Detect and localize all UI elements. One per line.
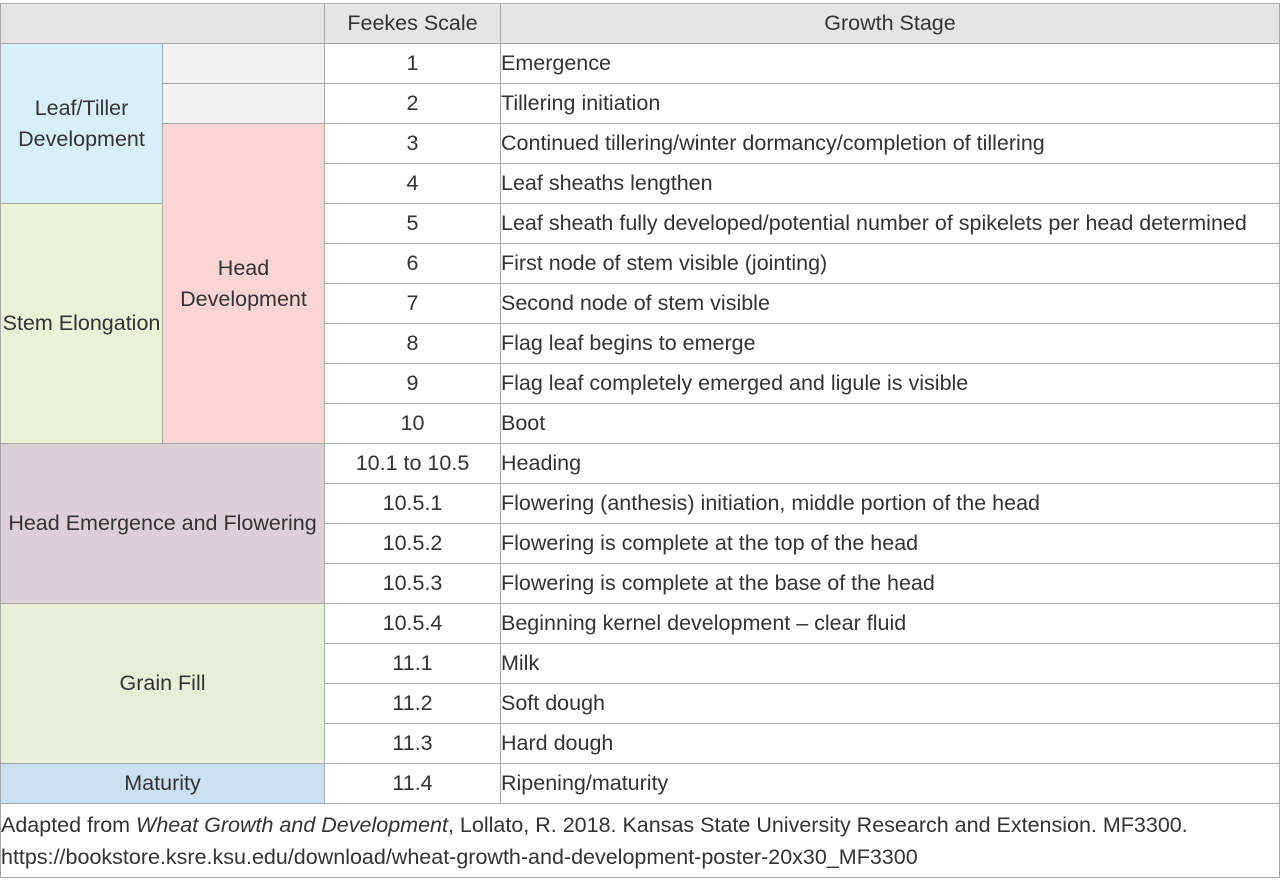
growth-stage: Heading — [501, 444, 1280, 484]
feekes-value: 3 — [325, 124, 501, 164]
growth-stage: Milk — [501, 644, 1280, 684]
growth-stage: Flag leaf completely emerged and ligule is visible — [501, 364, 1280, 404]
growth-stage: Second node of stem visible — [501, 284, 1280, 324]
source-note — [1, 804, 1280, 878]
growth-stage: Flowering is complete at the base of the head — [501, 564, 1280, 604]
feekes-value: 8 — [325, 324, 501, 364]
growth-stage: Ripening/maturity — [501, 764, 1280, 804]
feekes-value: 5 — [325, 204, 501, 244]
feekes-value: 11.2 — [325, 684, 501, 724]
note-prefix: Adapted from — [1, 812, 137, 837]
note-url: https://bookstore.ksre.ksu.edu/download/wheat-growth-and-development-poster-20x30_MF3300 — [1, 844, 918, 869]
feekes-value: 11.1 — [325, 644, 501, 684]
growth-stage: Leaf sheath fully developed/potential number of spikelets per head determined — [501, 204, 1280, 244]
growth-stage: Emergence — [501, 44, 1280, 84]
feekes-value: 6 — [325, 244, 501, 284]
phase-grain-fill: Grain Fill — [1, 604, 325, 764]
growth-stage: Boot — [501, 404, 1280, 444]
feekes-value: 10.5.1 — [325, 484, 501, 524]
header-feekes-scale: Feekes Scale — [325, 4, 501, 44]
feekes-value: 11.3 — [325, 724, 501, 764]
header-blank-cell — [1, 4, 325, 44]
growth-stage: Flag leaf begins to emerge — [501, 324, 1280, 364]
feekes-value: 10 — [325, 404, 501, 444]
table-row — [1, 84, 1280, 124]
feekes-value: 7 — [325, 284, 501, 324]
table-row — [1, 124, 1280, 164]
table-row — [1, 44, 1280, 84]
header-row — [1, 4, 1280, 44]
growth-stage: Hard dough — [501, 724, 1280, 764]
feekes-value: 10.1 to 10.5 — [325, 444, 501, 484]
feekes-value: 2 — [325, 84, 501, 124]
feekes-value: 10.5.4 — [325, 604, 501, 644]
growth-stage: First node of stem visible (jointing) — [501, 244, 1280, 284]
phase-head-emergence-flowering: Head Emergence and Flowering — [1, 444, 325, 604]
header-growth-stage: Growth Stage — [501, 4, 1280, 44]
feekes-value: 11.4 — [325, 764, 501, 804]
growth-stage: Beginning kernel development – clear fluid — [501, 604, 1280, 644]
note-suffix: , Lollato, R. 2018. Kansas State University Research and Extension. MF3300. — [447, 812, 1188, 837]
table-row — [1, 444, 1280, 484]
growth-stage: Flowering is complete at the top of the head — [501, 524, 1280, 564]
feekes-value: 10.5.2 — [325, 524, 501, 564]
phase-stem-elongation: Stem Elongation — [1, 204, 163, 444]
feekes-value: 10.5.3 — [325, 564, 501, 604]
source-note-row — [1, 804, 1280, 878]
growth-stage: Flowering (anthesis) initiation, middle portion of the head — [501, 484, 1280, 524]
feekes-value: 9 — [325, 364, 501, 404]
growth-stage: Soft dough — [501, 684, 1280, 724]
feekes-value: 1 — [325, 44, 501, 84]
phase-maturity: Maturity — [1, 764, 325, 804]
empty-cell — [163, 84, 325, 124]
phase-leaf-tiller-development: Leaf/Tiller Development — [1, 44, 163, 204]
note-publication-title: Wheat Growth and Development — [136, 812, 448, 837]
table-row — [1, 764, 1280, 804]
growth-stage: Leaf sheaths lengthen — [501, 164, 1280, 204]
feekes-value: 4 — [325, 164, 501, 204]
feekes-scale-table — [0, 3, 1280, 878]
growth-stage: Continued tillering/winter dormancy/completion of tillering — [501, 124, 1280, 164]
growth-stage: Tillering initiation — [501, 84, 1280, 124]
table-row — [1, 604, 1280, 644]
phase-head-development: Head Development — [163, 124, 325, 444]
empty-cell — [163, 44, 325, 84]
